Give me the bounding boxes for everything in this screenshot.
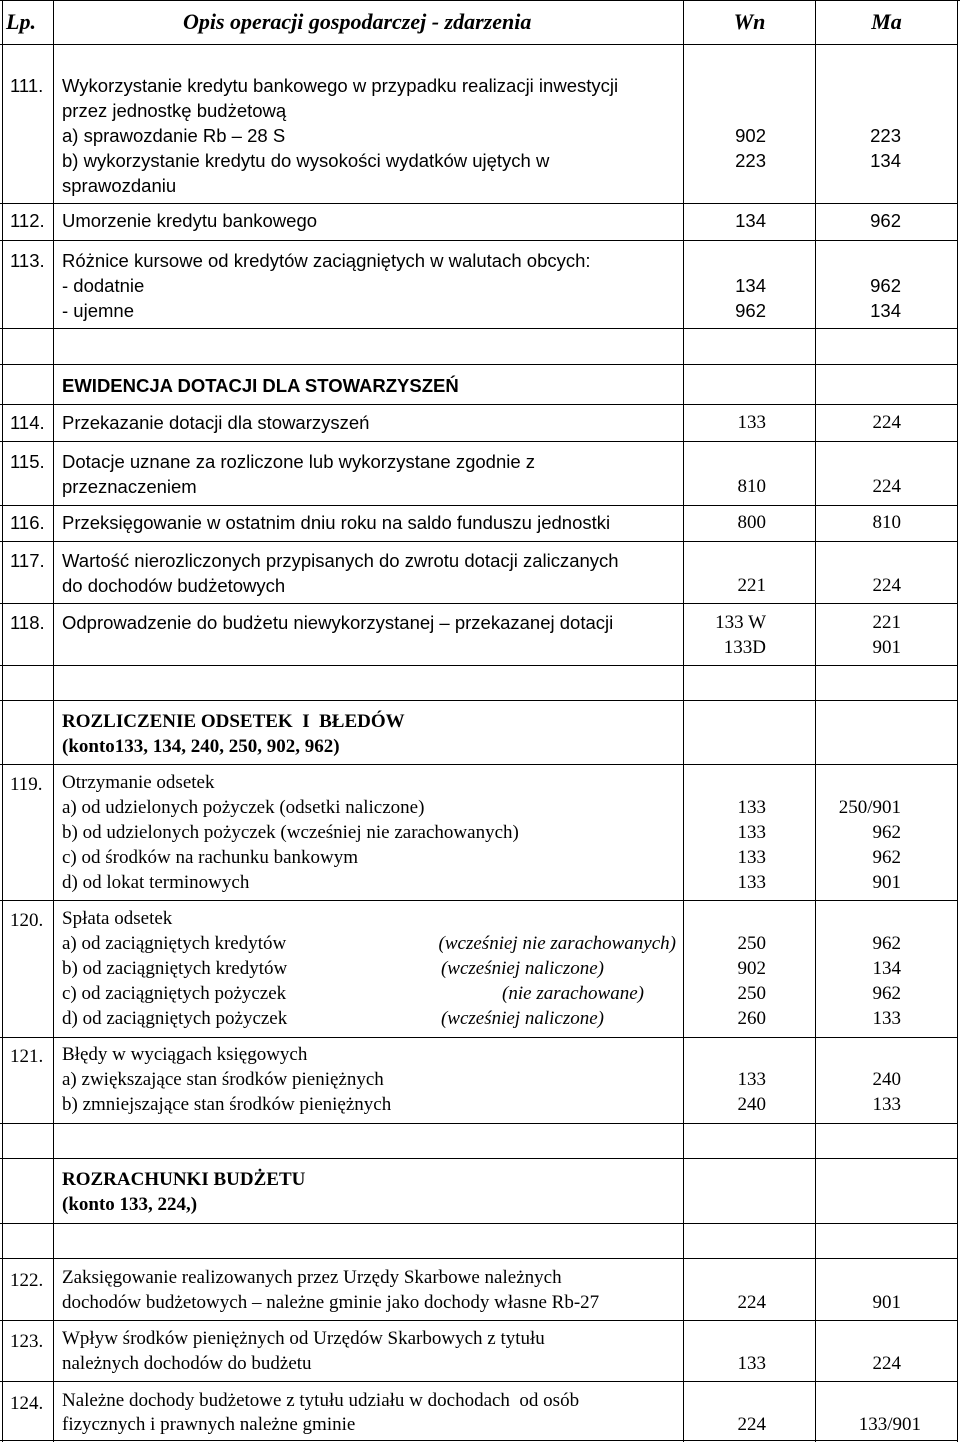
credit-account: 134 xyxy=(870,150,901,171)
row-divider xyxy=(0,1440,958,1441)
entry-description-line: a) sprawozdanie Rb – 28 S xyxy=(62,125,286,146)
section-subtitle: (konto 133, 224,) xyxy=(62,1194,198,1215)
entry-description-line: Wpływ środków pieniężnych od Urzędów Skarbowych z tytułu xyxy=(62,1328,545,1349)
credit-account: 224 xyxy=(872,575,901,596)
entry-note: (wcześniej nie zarachowanych) xyxy=(438,933,676,954)
credit-account: 250/901 xyxy=(838,797,901,818)
entry-description-line: a) zwiększające stan środków pieniężnych xyxy=(62,1069,384,1090)
entry-number: 118. xyxy=(10,612,45,633)
credit-account: 240 xyxy=(872,1069,901,1090)
debit-account: 250 xyxy=(737,933,766,954)
entry-number: 122. xyxy=(10,1270,44,1291)
entry-description-line: d) od lokat terminowych xyxy=(62,872,250,893)
entry-description-line: Dotacje uznane za rozliczone lub wykorzystane zgodnie z xyxy=(62,451,536,472)
debit-account: 133 xyxy=(737,847,766,868)
table-border-right xyxy=(957,0,958,1442)
credit-account: 901 xyxy=(872,637,901,658)
credit-account: 134 xyxy=(870,300,901,321)
entry-description-line: d) od zaciągniętych pożyczek xyxy=(62,1008,288,1029)
row-divider xyxy=(0,364,958,365)
entry-description-line: należnych dochodów do budżetu xyxy=(62,1353,312,1374)
entry-description-line: Przeksięgowanie w ostatnim dniu roku na saldo funduszu jednostki xyxy=(62,512,611,533)
header-description: Opis operacji gospodarczej - zdarzenia xyxy=(183,9,532,34)
entry-number: 120. xyxy=(10,910,44,931)
entry-description-line: Należne dochody budżetowe z tytułu udziału w dochodach od osób xyxy=(62,1390,580,1411)
debit-account: 133 xyxy=(737,797,766,818)
row-divider xyxy=(0,44,958,45)
section-title: ROZRACHUNKI BUDŻETU xyxy=(62,1169,306,1190)
debit-account: 250 xyxy=(737,983,766,1004)
row-divider xyxy=(0,1320,958,1321)
header-wn: Wn xyxy=(733,9,766,34)
row-divider xyxy=(0,1381,958,1382)
credit-account: 810 xyxy=(872,512,901,533)
entry-description-line: Różnice kursowe od kredytów zaciągniętych w walutach obcych: xyxy=(62,250,591,271)
entry-description-line: przez jednostkę budżetową xyxy=(62,100,287,121)
credit-account: 223 xyxy=(870,125,901,146)
entry-number: 121. xyxy=(10,1046,44,1067)
entry-description-line: Odprowadzenie do budżetu niewykorzystanej – przekazanej dotacji xyxy=(62,612,614,633)
entry-description-line: Przekazanie dotacji dla stowarzyszeń xyxy=(62,412,370,433)
row-divider xyxy=(0,203,958,204)
row-divider xyxy=(0,1258,958,1259)
entry-description-line: a) od zaciągniętych kredytów xyxy=(62,933,287,954)
header-lp: Lp. xyxy=(6,9,36,34)
debit-account: 133 xyxy=(737,1069,766,1090)
entry-description-line: - ujemne xyxy=(62,300,134,321)
entry-description-line: Umorzenie kredytu bankowego xyxy=(62,210,318,231)
debit-account: 810 xyxy=(737,476,766,497)
row-divider xyxy=(0,1123,958,1124)
entry-description-line: b) od zaciągniętych kredytów xyxy=(62,958,288,979)
debit-account: 221 xyxy=(737,575,766,596)
entry-description-line: c) od środków na rachunku bankowym xyxy=(62,847,359,868)
entry-number: 119. xyxy=(10,774,43,795)
entry-description-line: Wykorzystanie kredytu bankowego w przypadku realizacji inwestycji xyxy=(62,75,619,96)
entry-description-line: a) od udzielonych pożyczek (odsetki naliczone) xyxy=(62,797,425,818)
debit-account: 240 xyxy=(737,1094,766,1115)
debit-account: 134 xyxy=(735,210,766,231)
credit-account: 134 xyxy=(872,958,901,979)
entry-number: 115. xyxy=(10,451,45,472)
entry-description-line: Błędy w wyciągach księgowych xyxy=(62,1044,308,1065)
credit-account: 133 xyxy=(872,1094,901,1115)
row-divider xyxy=(0,665,958,666)
entry-number: 113. xyxy=(10,250,45,271)
credit-account: 221 xyxy=(872,612,901,633)
row-divider xyxy=(0,603,958,604)
row-divider xyxy=(0,1223,958,1224)
row-divider xyxy=(0,700,958,701)
row-divider xyxy=(0,1037,958,1038)
debit-account: 902 xyxy=(737,958,766,979)
credit-account: 224 xyxy=(872,1353,901,1374)
debit-account: 902 xyxy=(735,125,766,146)
debit-account: 260 xyxy=(737,1008,766,1029)
debit-account: 223 xyxy=(735,150,766,171)
entry-description-line: do dochodów budżetowych xyxy=(62,575,286,596)
debit-account: 962 xyxy=(735,300,766,321)
row-divider xyxy=(0,1158,958,1159)
credit-account: 962 xyxy=(870,275,901,296)
row-divider xyxy=(0,0,960,1)
section-title: EWIDENCJA DOTACJI DLA STOWARZYSZEŃ xyxy=(62,375,459,396)
entry-description-line: przeznaczeniem xyxy=(62,476,197,497)
row-divider xyxy=(0,328,958,329)
debit-account: 800 xyxy=(737,512,766,533)
entry-number: 114. xyxy=(10,412,45,433)
row-divider xyxy=(0,541,958,542)
entry-number: 124. xyxy=(10,1393,44,1414)
credit-account: 133/901 xyxy=(858,1414,921,1435)
entry-description-line: dochodów budżetowych – należne gminie jako dochody własne Rb-27 xyxy=(62,1292,600,1313)
entry-description-line: sprawozdaniu xyxy=(62,175,177,196)
header-ma: Ma xyxy=(871,9,902,34)
debit-account: 224 xyxy=(737,1292,766,1313)
credit-account: 224 xyxy=(872,412,901,433)
entry-number: 123. xyxy=(10,1331,44,1352)
table-border-left xyxy=(2,0,3,1442)
debit-account: 224 xyxy=(737,1414,766,1435)
entry-note: (wcześniej naliczone) xyxy=(440,1008,604,1029)
credit-account: 962 xyxy=(872,933,901,954)
entry-number: 116. xyxy=(10,512,45,533)
entry-description-line: b) od udzielonych pożyczek (wcześniej nie zarachowanych) xyxy=(62,822,519,843)
row-divider xyxy=(0,764,958,765)
entry-description-line: Zaksięgowanie realizowanych przez Urzędy Skarbowe należnych xyxy=(62,1267,562,1288)
credit-account: 962 xyxy=(872,983,901,1004)
entry-number: 117. xyxy=(10,550,45,571)
entry-description-line: Otrzymanie odsetek xyxy=(62,772,215,793)
debit-account: 133 W xyxy=(715,612,766,633)
credit-account: 962 xyxy=(872,847,901,868)
credit-account: 901 xyxy=(872,872,901,893)
credit-account: 133 xyxy=(872,1008,901,1029)
entry-note: (wcześniej naliczone) xyxy=(440,958,604,979)
section-subtitle: (konto133, 134, 240, 250, 902, 962) xyxy=(62,736,340,757)
entry-description-line: c) od zaciągniętych pożyczek xyxy=(62,983,287,1004)
entry-description-line: b) wykorzystanie kredytu do wysokości wydatków ujętych w xyxy=(62,150,550,171)
section-title: ROZLICZENIE ODSETEK I BŁEDÓW xyxy=(62,711,405,732)
entry-description-line: - dodatnie xyxy=(62,275,145,296)
entry-description-line: fizycznych i prawnych należne gminie xyxy=(62,1414,356,1435)
row-divider xyxy=(0,240,958,241)
debit-account: 133 xyxy=(737,822,766,843)
entry-description-line: b) zmniejszające stan środków pieniężnych xyxy=(62,1094,392,1115)
debit-account: 133D xyxy=(723,637,766,658)
debit-account: 133 xyxy=(737,1353,766,1374)
entry-number: 111. xyxy=(10,75,44,96)
credit-account: 901 xyxy=(872,1292,901,1313)
debit-account: 133 xyxy=(737,412,766,433)
credit-account: 962 xyxy=(872,822,901,843)
row-divider xyxy=(0,441,958,442)
row-divider xyxy=(0,505,958,506)
credit-account: 224 xyxy=(872,476,901,497)
entry-number: 112. xyxy=(10,210,45,231)
entry-description-line: Wartość nierozliczonych przypisanych do zwrotu dotacji zaliczanych xyxy=(62,550,619,571)
entry-description-line: Spłata odsetek xyxy=(62,908,173,929)
row-divider xyxy=(0,404,958,405)
row-divider xyxy=(0,900,958,901)
entry-note: (nie zarachowane) xyxy=(502,983,644,1004)
column-divider-lp xyxy=(53,0,54,1442)
debit-account: 133 xyxy=(737,872,766,893)
credit-account: 962 xyxy=(870,210,901,231)
debit-account: 134 xyxy=(735,275,766,296)
